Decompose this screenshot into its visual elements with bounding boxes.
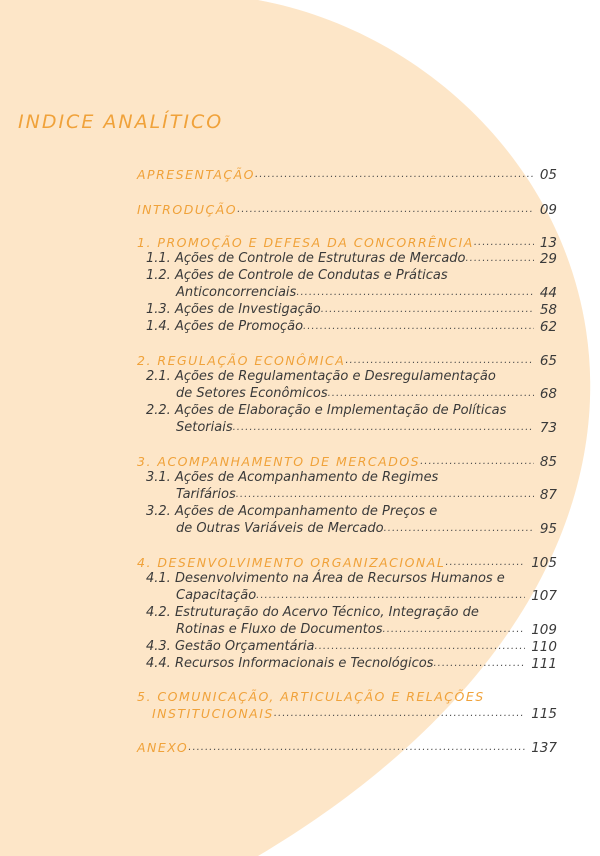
- toc-entry-section-5-line1[interactable]: 5. COMUNICAÇÃO, ARTICULAÇÃO E RELAÇÕES: [137, 689, 485, 704]
- page-title: INDICE ANALÍTICO: [18, 111, 224, 133]
- entry-label: de Setores Econômicos: [176, 386, 328, 401]
- dot-leader: [384, 521, 534, 537]
- dot-leader: [236, 487, 534, 503]
- entry-label: 4.3. Gestão Orçamentária: [146, 639, 315, 654]
- dot-leader: [321, 302, 534, 318]
- toc-entry-1-2-line1[interactable]: 1.2. Ações de Controle de Condutas e Práticas: [146, 268, 448, 283]
- dot-leader: [315, 639, 526, 655]
- page-number: 44: [539, 285, 557, 301]
- entry-label: de Outras Variáveis de Mercado: [176, 521, 384, 536]
- page-number: 105: [531, 555, 557, 571]
- entry-label: Capacitação: [176, 588, 257, 603]
- toc-entry-3-2[interactable]: [176, 521, 557, 537]
- page-number: 29: [539, 251, 557, 267]
- toc-entry-section-3[interactable]: [137, 454, 557, 470]
- page-number: 111: [531, 656, 557, 672]
- toc-entry-1-3[interactable]: [146, 302, 557, 318]
- entry-label: 4. DESENVOLVIMENTO ORGANIZACIONAL: [137, 555, 446, 570]
- toc-entry-4-2-line1[interactable]: 4.2. Estruturação do Acervo Técnico, Integração de: [146, 605, 479, 620]
- toc-entry-4-3[interactable]: [146, 639, 557, 655]
- entry-label: INSTITUCIONAIS: [152, 706, 274, 721]
- toc-entry-3-1-line1[interactable]: 3.1. Ações de Acompanhamento de Regimes: [146, 470, 439, 485]
- toc-entry-3-1[interactable]: [176, 487, 557, 503]
- entry-label: Anticoncorrenciais: [176, 285, 297, 300]
- page-number: 05: [539, 167, 557, 183]
- dot-leader: [345, 353, 533, 369]
- entry-label: INTRODUÇÃO: [137, 202, 238, 217]
- toc-entry-section-1[interactable]: [137, 235, 557, 251]
- dot-leader: [303, 319, 534, 335]
- page-number: 95: [539, 521, 557, 537]
- dot-leader: [328, 386, 534, 402]
- entry-label: 1.3. Ações de Investigação: [146, 302, 321, 317]
- entry-label: APRESENTAÇÃO: [137, 167, 256, 182]
- toc-entry-4-1-line1[interactable]: 4.1. Desenvolvimento na Área de Recursos Humanos e: [146, 571, 505, 586]
- page-number: 62: [539, 319, 557, 335]
- entry-label: 2. REGULAÇÃO ECONÔMICA: [137, 353, 346, 368]
- dot-leader: [433, 656, 525, 672]
- toc-entry-apresentacao[interactable]: [137, 167, 557, 183]
- toc-entry-section-4[interactable]: [137, 555, 557, 571]
- page-number: 107: [531, 588, 557, 604]
- toc-entry-4-2[interactable]: [176, 622, 557, 638]
- toc-entry-1-2[interactable]: [176, 285, 557, 301]
- entry-label: 1. PROMOÇÃO E DEFESA DA CONCORRÊNCIA: [137, 235, 474, 250]
- page-number: 65: [539, 353, 557, 369]
- dot-leader: [474, 235, 534, 251]
- dot-leader: [255, 167, 534, 183]
- toc-entry-1-1[interactable]: [146, 251, 557, 267]
- toc-entry-section-5[interactable]: [152, 706, 557, 722]
- toc-entry-introducao[interactable]: [137, 202, 557, 218]
- dot-leader: [296, 285, 533, 301]
- toc-entry-anexo[interactable]: [137, 740, 557, 756]
- page-number: 85: [539, 454, 557, 470]
- toc-entry-4-4[interactable]: [146, 656, 557, 672]
- page-number: 115: [531, 706, 557, 722]
- page-number: 109: [531, 622, 557, 638]
- page-number: 58: [539, 302, 557, 318]
- page-number: 87: [539, 487, 557, 503]
- entry-label: ANEXO: [137, 740, 189, 755]
- entry-label: 3. ACOMPANHAMENTO DE MERCADOS: [137, 454, 421, 469]
- dot-leader: [274, 706, 525, 722]
- dot-leader: [466, 251, 534, 267]
- entry-label: 4.4. Recursos Informacionais e Tecnológicos: [146, 656, 434, 671]
- toc-entry-section-2[interactable]: [137, 353, 557, 369]
- entry-label: 1.4. Ações de Promoção: [146, 319, 304, 334]
- dot-leader: [445, 555, 525, 571]
- dot-leader: [233, 420, 534, 436]
- toc-entry-2-2[interactable]: [176, 420, 557, 436]
- entry-label: Rotinas e Fluxo de Documentos: [176, 622, 383, 637]
- toc-entry-2-1-line1[interactable]: 2.1. Ações de Regulamentação e Desregulamentação: [146, 369, 496, 384]
- dot-leader: [237, 202, 534, 218]
- page-number: 09: [539, 202, 557, 218]
- entry-label: Tarifários: [176, 487, 236, 502]
- page-number: 68: [539, 386, 557, 402]
- entry-label: Setoriais: [176, 420, 233, 435]
- toc-entry-2-2-line1[interactable]: 2.2. Ações de Elaboração e Implementação de Políticas: [146, 403, 507, 418]
- dot-leader: [188, 740, 525, 756]
- entry-label: 1.1. Ações de Controle de Estruturas de Mercado: [146, 251, 466, 266]
- page-number: 73: [539, 420, 557, 436]
- toc-entry-4-1[interactable]: [176, 588, 557, 604]
- dot-leader: [383, 622, 526, 638]
- dot-leader: [420, 454, 534, 470]
- toc-entry-3-2-line1[interactable]: 3.2. Ações de Acompanhamento de Preços e: [146, 504, 438, 519]
- toc-entry-2-1[interactable]: [176, 386, 557, 402]
- toc-entry-1-4[interactable]: [146, 319, 557, 335]
- dot-leader: [256, 588, 525, 604]
- page-number: 137: [531, 740, 557, 756]
- page-number: 110: [531, 639, 557, 655]
- page-number: 13: [539, 235, 557, 251]
